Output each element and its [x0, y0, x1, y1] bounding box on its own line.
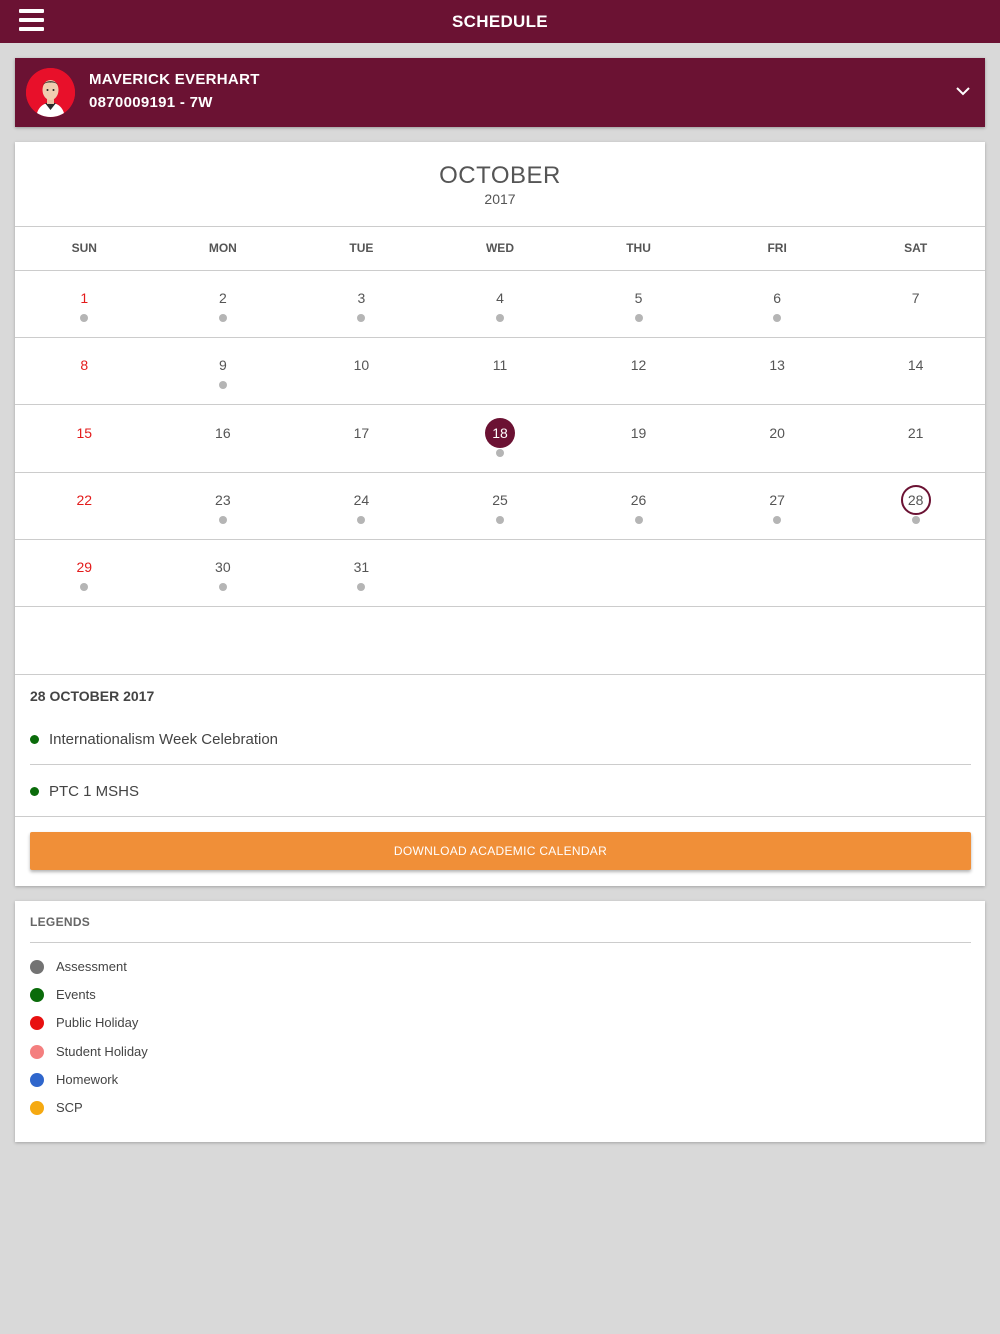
calendar-day[interactable]	[292, 539, 431, 606]
legend-label: Public Holiday	[56, 1015, 139, 1030]
event-indicator-dot	[357, 516, 365, 524]
day-number: 29	[76, 559, 93, 575]
divider	[15, 539, 985, 540]
chevron-down-icon[interactable]	[955, 85, 971, 97]
avatar	[26, 68, 75, 117]
weekday-label: WED	[485, 241, 514, 255]
day-number: 11	[492, 357, 508, 373]
weekday-label: THU	[626, 241, 651, 255]
event-indicator-dot	[219, 516, 227, 524]
legend-color-dot	[30, 960, 44, 974]
weekday-label: SUN	[71, 241, 97, 255]
legend-color-dot	[30, 1101, 44, 1115]
day-number: 7	[911, 290, 920, 306]
student-profile-selector[interactable]	[15, 58, 985, 127]
calendar-day[interactable]	[569, 472, 708, 539]
legend-color-dot	[30, 1045, 44, 1059]
event-indicator-dot	[80, 583, 88, 591]
event-title: PTC 1 MSHS	[49, 783, 140, 800]
calendar-day[interactable]	[708, 405, 847, 472]
day-number: 15	[76, 425, 93, 441]
weekday-label: FRI	[767, 241, 787, 255]
event-item[interactable]	[30, 771, 970, 811]
day-number: 25	[492, 492, 508, 508]
day-number: 16	[215, 425, 231, 441]
legend-color-dot	[30, 988, 44, 1002]
calendar-day[interactable]	[292, 472, 431, 539]
calendar-day[interactable]	[431, 270, 570, 337]
calendar-day[interactable]	[846, 337, 985, 404]
legends-title: LEGENDS	[30, 915, 91, 929]
calendar-day[interactable]	[154, 539, 293, 606]
page-title: SCHEDULE	[452, 11, 548, 31]
divider	[15, 472, 985, 473]
day-number: 19	[630, 425, 647, 441]
day-number: 12	[630, 357, 647, 373]
day-number: 9	[218, 357, 227, 373]
divider	[15, 404, 985, 405]
day-number: 24	[353, 492, 370, 508]
student-name: MAVERICK EVERHART	[89, 71, 260, 88]
event-indicator-dot	[496, 516, 504, 524]
calendar-day[interactable]	[292, 337, 431, 404]
day-number: 5	[634, 290, 643, 306]
day-number: 23	[215, 492, 231, 508]
day-number: 14	[907, 357, 924, 373]
legend-label: Student Holiday	[56, 1044, 148, 1059]
download-academic-calendar-button[interactable]: DOWNLOAD ACADEMIC CALENDAR	[30, 832, 971, 870]
legend-label: SCP	[56, 1100, 83, 1115]
calendar-day[interactable]	[154, 472, 293, 539]
event-indicator-dot	[219, 381, 227, 389]
day-number: 22	[76, 492, 93, 508]
weekday-label: SAT	[904, 241, 928, 255]
event-indicator-dot	[635, 516, 643, 524]
calendar-day[interactable]	[431, 405, 570, 472]
legend-label: Homework	[56, 1072, 119, 1087]
calendar-month: OCTOBER	[439, 162, 561, 189]
event-indicator-dot	[773, 314, 781, 322]
calendar-day[interactable]	[431, 472, 570, 539]
calendar-day[interactable]	[154, 337, 293, 404]
divider	[15, 606, 985, 607]
calendar-day[interactable]	[15, 539, 154, 606]
calendar-day[interactable]	[569, 337, 708, 404]
calendar-day[interactable]	[569, 405, 708, 472]
event-indicator-dot	[357, 314, 365, 322]
legend-label: Assessment	[56, 959, 127, 974]
weekday-label: MON	[208, 241, 237, 255]
divider	[15, 816, 985, 817]
calendar-day[interactable]	[154, 270, 293, 337]
calendar-card	[15, 142, 985, 886]
day-number: 20	[769, 425, 785, 441]
calendar-day[interactable]	[15, 472, 154, 539]
day-number: 13	[769, 357, 785, 373]
event-indicator-dot	[357, 583, 365, 591]
calendar-day[interactable]	[15, 270, 154, 337]
legend-label: Events	[56, 987, 96, 1002]
calendar-day[interactable]	[292, 270, 431, 337]
legends-card	[15, 901, 985, 1142]
calendar-day[interactable]	[154, 405, 293, 472]
event-indicator-dot	[496, 314, 504, 322]
divider	[15, 337, 985, 338]
event-indicator-dot	[635, 314, 643, 322]
day-number: 26	[630, 492, 647, 508]
day-number: 10	[353, 357, 370, 373]
calendar-day[interactable]	[292, 405, 431, 472]
event-indicator-dot	[773, 516, 781, 524]
day-number: 30	[215, 559, 231, 575]
student-id-class: 0870009191 - 7W	[89, 94, 213, 111]
day-number: 1	[80, 290, 89, 306]
calendar-day[interactable]	[15, 405, 154, 472]
divider	[30, 764, 971, 765]
event-indicator-dot	[80, 314, 88, 322]
divider	[30, 942, 971, 943]
event-title: Internationalism Week Celebration	[49, 731, 279, 748]
calendar-day[interactable]	[708, 337, 847, 404]
day-number: 6	[773, 290, 782, 306]
day-number: 2	[218, 290, 227, 306]
day-number: 3	[357, 290, 366, 306]
weekday-label: TUE	[349, 241, 374, 255]
calendar-day[interactable]	[569, 270, 708, 337]
calendar-day[interactable]	[708, 270, 847, 337]
calendar-day[interactable]	[15, 337, 154, 404]
calendar-day[interactable]	[708, 472, 847, 539]
calendar-year: 2017	[484, 191, 516, 207]
event-indicator-dot	[496, 449, 504, 457]
day-number: 21	[907, 425, 924, 441]
calendar-day[interactable]	[431, 337, 570, 404]
divider	[15, 226, 985, 227]
day-number: 18	[492, 425, 508, 441]
event-dot-icon	[30, 787, 39, 796]
divider	[15, 674, 985, 675]
calendar-day[interactable]	[846, 270, 985, 337]
event-indicator-dot	[912, 516, 920, 524]
calendar-day[interactable]	[846, 405, 985, 472]
day-number: 28	[907, 492, 924, 508]
selected-date-heading: 28 OCTOBER 2017	[30, 688, 155, 704]
day-number: 4	[496, 290, 504, 306]
top-app-bar	[0, 0, 1000, 43]
event-dot-icon	[30, 735, 39, 744]
day-number: 27	[769, 492, 785, 508]
legend-color-dot	[30, 1016, 44, 1030]
legend-color-dot	[30, 1073, 44, 1087]
hamburger-menu-icon[interactable]	[19, 9, 44, 33]
day-number: 31	[353, 559, 370, 575]
day-number: 17	[353, 425, 370, 441]
event-item[interactable]	[30, 719, 970, 759]
day-number: 8	[80, 357, 89, 373]
event-indicator-dot	[219, 583, 227, 591]
calendar-day[interactable]	[846, 472, 985, 539]
event-indicator-dot	[219, 314, 227, 322]
